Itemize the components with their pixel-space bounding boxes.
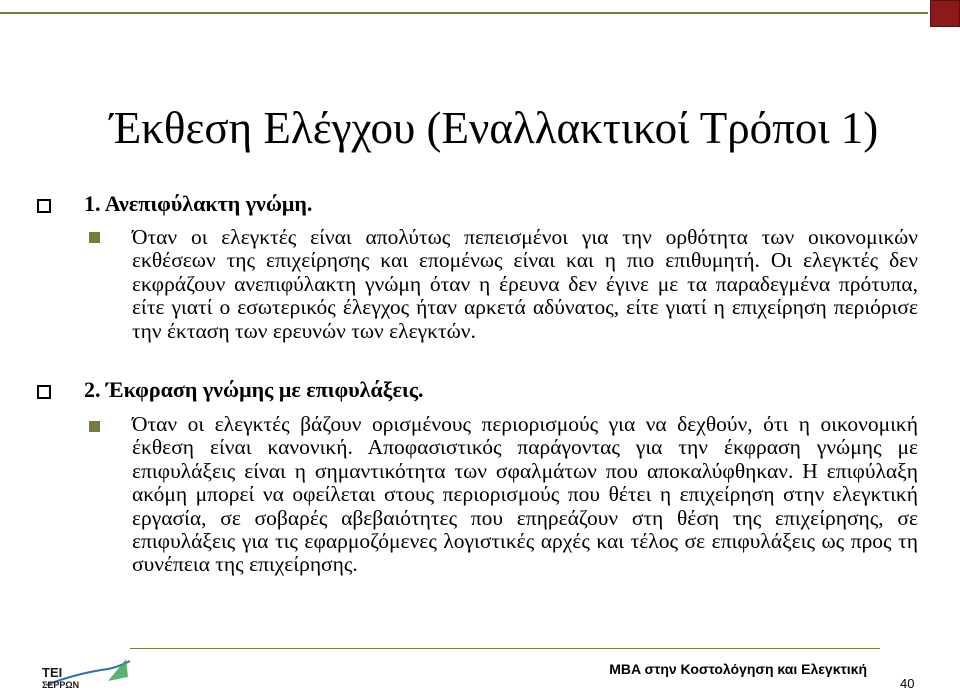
top-decoration — [0, 0, 960, 22]
svg-text:ΣΕΡΡΩΝ: ΣΕΡΡΩΝ — [42, 680, 80, 690]
corner-square — [930, 0, 960, 27]
page-number: 40 — [900, 676, 915, 691]
section-heading: 1. Ανεπιφύλακτη γνώμη. — [84, 191, 313, 216]
tei-serron-logo — [38, 655, 138, 691]
hollow-square-bullet-icon — [37, 385, 51, 399]
course-footer: MBA στην Κοστολόγηση και Ελεγκτική — [609, 661, 867, 677]
square-bullet-icon — [89, 421, 100, 432]
section-paragraph: Όταν οι ελεγκτές είναι απολύτως πεπεισμένοι για την ορθότητα των οικονομικών εκθέσεων της επιχείρησης και επομένως είναι και η πιο επιθυμητή. Οι ελεγκτές δεν εκφράζουν ανεπιφύλακτη γνώμη όταν η έρευνα δεν έγινε με τα παραδεγμένα πρότυπα, είτε γιατί ο εσωτερικός έλεγχος ήταν αρκετά αδύνατος, είτε γιατί η επιχείρηση περιόρισε την έκταση των ερευνών των ελεγκτών. — [132, 225, 918, 343]
square-bullet-icon — [89, 232, 100, 243]
top-rule — [0, 12, 928, 14]
section-paragraph: Όταν οι ελεγκτές βάζουν ορισμένους περιορισμούς για να δεχθούν, ότι η οικονομική έκθεση είναι κανονική. Αποφασιστικός παράγοντας για την έκφραση γνώμης με επιφυλάξεις είναι η σημαντικότητα των σφαλμάτων που αποκαλύφθηκαν. Η επιφύλαξη ακόμη μπορεί να οφείλεται στους περιορισμούς που θέτει η επιχείρηση στην ελεγκτική εργασία, σε σοβαρές αβεβαιότητες που επηρεάζουν στη θέση της επιχείρησης, σε επιφυλάξεις για τις εφαρμοζόμενες λογιστικές αρχές και τέλος σε επιφυλάξεις ως προς τη συνέπεια της επιχείρησης. — [132, 412, 918, 577]
svg-text:ΤΕΙ: ΤΕΙ — [42, 665, 63, 680]
hollow-square-bullet-icon — [37, 199, 51, 213]
section-heading: 2. Έκφραση γνώμης με επιφυλάξεις. — [84, 377, 424, 402]
slide-title: Έκθεση Ελέγχου (Εναλλακτικοί Τρόποι 1) — [110, 103, 879, 153]
footer-rule — [130, 648, 880, 649]
